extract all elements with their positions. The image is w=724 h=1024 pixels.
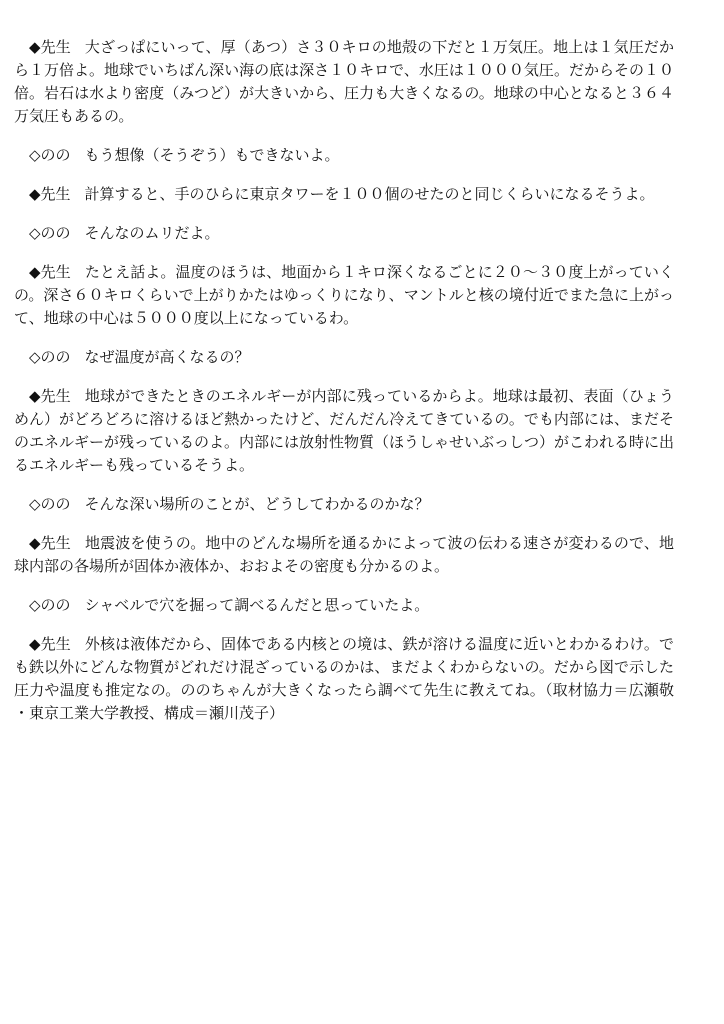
- dialogue-line: [14, 493, 674, 516]
- dialogue-line: [14, 261, 674, 330]
- dialogue-text: 地震波を使うの。地中のどんな場所を通るかによって波の伝わる速さが変わるので、地球内部の各場所が固体か液体か、おおよその密度も分かるのよ。: [14, 534, 674, 575]
- dialogue-line: [14, 594, 674, 617]
- speaker-label: ◇のの: [29, 596, 71, 614]
- speaker-label: ◆先生: [29, 263, 71, 281]
- dialogue-line: [14, 532, 674, 578]
- dialogue-line: [14, 183, 674, 206]
- dialogue-line: [14, 633, 674, 725]
- dialogue-text: そんなのムリだよ。: [84, 224, 220, 242]
- speaker-label: ◆先生: [29, 635, 71, 653]
- dialogue-text: 外核は液体だから、固体である内核との境は、鉄が溶ける温度に近いとわかるわけ。でも鉄以外にどんな物質がどれだけ混ざっているのかは、まだよくわからないの。だから図で示した圧力や温度も推定なの。ののちゃんが大きくなったら調べて先生に教えてね。（取材協力＝広瀬敬・東京工業大学教授、構成＝瀬川茂子）: [14, 635, 674, 722]
- dialogue-text: 計算すると、手のひらに東京タワーを１００個のせたのと同じくらいになるそうよ。: [84, 185, 655, 203]
- speaker-label: ◇のの: [29, 348, 71, 366]
- speaker-label: ◇のの: [29, 146, 71, 164]
- dialogue-text: そんな深い場所のことが、どうしてわかるのかな？: [84, 495, 430, 513]
- dialogue-text: もう想像（そうぞう）もできないよ。: [84, 146, 340, 164]
- dialogue-text: シャベルで穴を掘って調べるんだと思っていたよ。: [84, 596, 430, 614]
- dialogue-line: [14, 385, 674, 477]
- dialogue-line: [14, 144, 674, 167]
- dialogue-text: 大ざっぱにいって、厚（あつ）さ３０キロの地殻の下だと１万気圧。地上は１気圧だから１万倍よ。地球でいちばん深い海の底は深さ１０キロで、水圧は１０００気圧。だからその１０倍。岩石は水より密度（みつど）が大きいから、圧力も大きくなるの。地球の中心となると３６４万気圧もあるの。: [14, 38, 674, 125]
- speaker-label: ◆先生: [29, 387, 71, 405]
- dialogue-line: [14, 222, 674, 245]
- dialogue-text: 地球ができたときのエネルギーが内部に残っているからよ。地球は最初、表面（ひょうめん）がどろどろに溶けるほど熱かったけど、だんだん冷えてきているの。でも内部には、まだそのエネルギーが残っているのよ。内部には放射性物質（ほうしゃせいぶっしつ）がこわれる時に出るエネルギーも残っているそうよ。: [14, 387, 675, 474]
- article-body: [14, 36, 674, 741]
- speaker-label: ◇のの: [29, 224, 71, 242]
- dialogue-line: [14, 346, 674, 369]
- dialogue-line: [14, 36, 674, 128]
- speaker-label: ◆先生: [29, 38, 71, 56]
- speaker-label: ◆先生: [29, 185, 71, 203]
- dialogue-text: なぜ温度が高くなるの？: [84, 348, 250, 366]
- speaker-label: ◇のの: [29, 495, 71, 513]
- speaker-label: ◆先生: [29, 534, 71, 552]
- dialogue-text: たとえ話よ。温度のほうは、地面から１キロ深くなるごとに２０～３０度上がっていくの。深さ６０キロくらいで上がりかたはゆっくりになり、マントルと核の境付近でまた急に上がって、地球の中心は５０００度以上になっているわ。: [14, 263, 674, 327]
